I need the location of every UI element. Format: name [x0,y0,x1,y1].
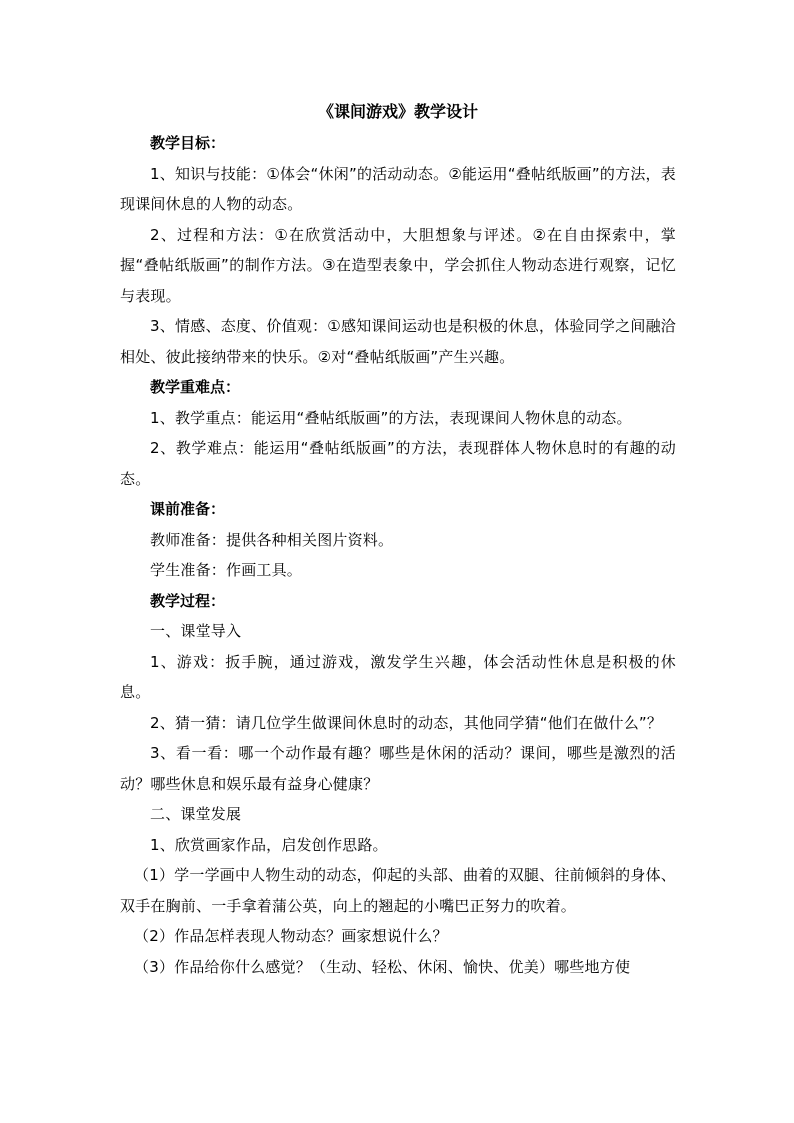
document-title: 《课间游戏》教学设计 [317,102,478,121]
paragraph-teacher-prep: 教师准备：提供各种相关图片资料。 [150,530,394,549]
paragraph-item-2: （2）作品怎样表现人物动态？画家想说什么？ [134,927,448,945]
paragraph-student-prep: 学生准备：作画工具。 [150,561,303,579]
paragraph-game: 1、游戏：扳手腕，通过游戏，激发学生兴趣，体会活动性休息是积极的休息。 [120,652,676,701]
section-heading-preparation: 课前准备： [150,500,226,518]
paragraph-difficult-point: 2、教学难点：能运用“叠帖纸版画”的方法，表现群体人物休息时的有趣的动态。 [120,439,676,488]
paragraph-guess: 2、猜一猜：请几位学生做课间休息时的动态，其他同学猜“他们在做什么”？ [150,713,663,732]
section-heading-objectives: 教学目标： [150,134,226,152]
paragraph-item-1: （1）学一学画中人物生动的动态，仰起的头部、曲着的双腿、往前倾斜的身体、双手在胸前、一手拿着蒲公英，向上的翘起的小嘴巴正努力的吹着。 [120,866,676,915]
subheading-introduction: 一、课堂导入 [150,622,242,640]
section-heading-key-points: 教学重难点： [150,378,241,396]
paragraph-appreciate: 1、欣赏画家作品，启发创作思路。 [150,835,388,854]
subheading-development: 二、课堂发展 [150,805,242,823]
paragraph-item-3: （3）作品给你什么感觉？（生动、轻松、休闲、愉快、优美）哪些地方使 [134,957,631,976]
section-heading-process: 教学过程： [150,591,226,610]
paragraph-look: 3、看一看：哪一个动作最有趣？哪些是休闲的活动？课间，哪些是激烈的活动？哪些休息和娱乐最有益身心健康？ [120,744,676,793]
paragraph-knowledge-skills: 1、知识与技能：①体会“休闲”的活动动态。②能运用“叠帖纸版画”的方法，表现课间休息的人物的动态。 [120,164,676,213]
paragraph-emotions-values: 3、情感、态度、价值观：①感知课间运动也是积极的休息，体验同学之间融洽相处、彼此接纳带来的快乐。②对“叠帖纸版画”产生兴趣。 [120,317,676,366]
document-body [120,96,676,982]
paragraph-key-point: 1、教学重点：能运用“叠帖纸版画”的方法，表现课间人物休息的动态。 [150,408,632,427]
paragraph-process-methods: 2、过程和方法：①在欣赏活动中，大胆想象与评述。②在自由探索中，掌握“叠帖纸版画”的制作方法。③在造型表象中，学会抓住人物动态进行观察，记忆与表现。 [120,225,676,305]
